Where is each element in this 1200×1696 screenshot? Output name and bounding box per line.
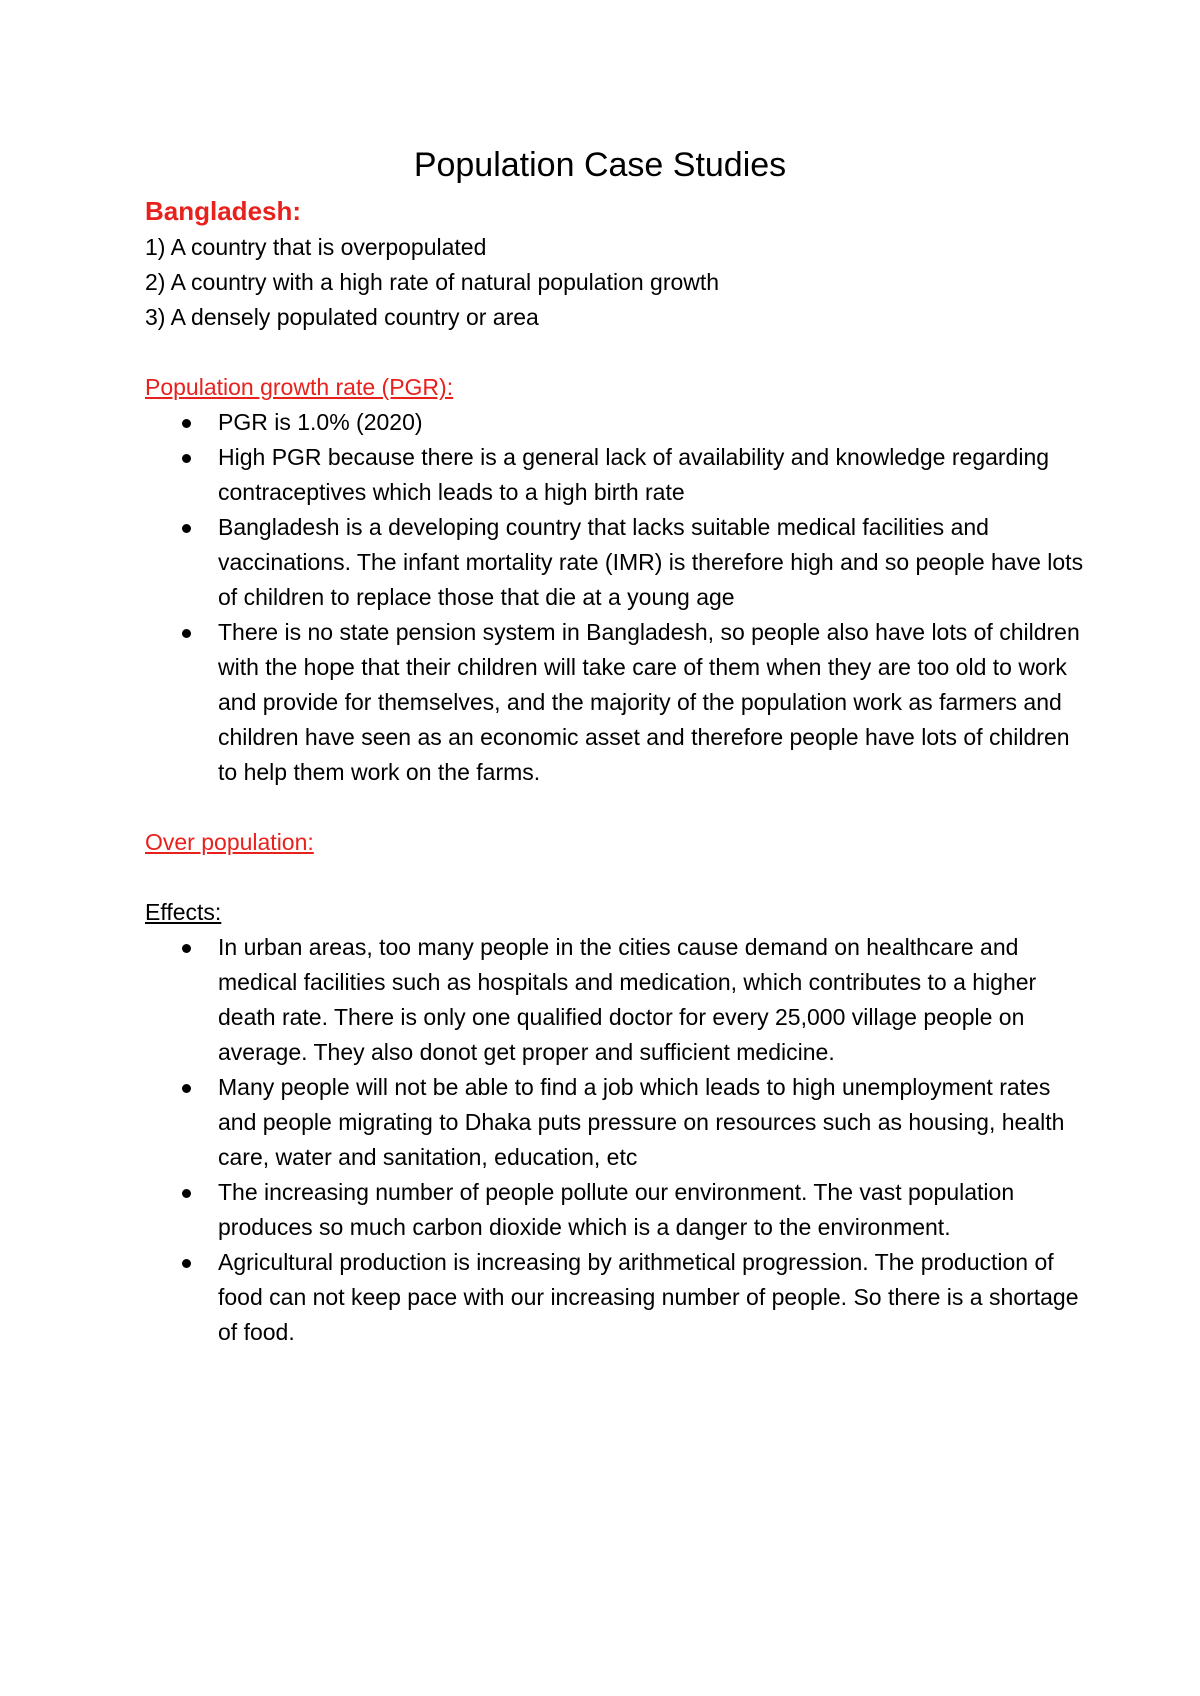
bullet-icon (182, 419, 191, 428)
bullet-text: High PGR because there is a general lack of availability and knowledge regarding contraceptives which leads to a high birth rate (218, 444, 1050, 505)
numbered-item: 2) A country with a high rate of natural population growth (145, 269, 720, 295)
bullet-item (218, 1245, 1085, 1350)
bullet-item (218, 930, 1085, 1070)
bullet-item (218, 1070, 1085, 1175)
bullet-item (218, 615, 1085, 790)
page-title: Population Case Studies (413, 146, 787, 184)
bullet-item (218, 405, 1085, 440)
bullet-text: In urban areas, too many people in the cities cause demand on healthcare and medical facilities such as hospitals and medication, which contributes to a higher death rate. There is only one qualified doctor for every 25,000 village people on average. They also donot get proper and sufficient medicine. (218, 934, 1037, 1065)
bullet-text: There is no state pension system in Bangladesh, so people also have lots of children with the hope that their children will take care of them when they are too old to work and provide for themselves, and the majority of the population work as farmers and children have seen as an economic asset and therefore people have lots of children to help them work on the farms. (218, 619, 1080, 785)
bullet-icon (182, 944, 191, 953)
bullet-text: Agricultural production is increasing by arithmetical progression. The production of food can not keep pace with our increasing number of people. So there is a shortage of food. (218, 1249, 1079, 1345)
bullet-icon (182, 524, 191, 533)
bullet-item (218, 510, 1085, 615)
bullet-icon (182, 629, 191, 638)
numbered-item: 1) A country that is overpopulated (145, 234, 487, 260)
bullet-text: Bangladesh is a developing country that lacks suitable medical facilities and vaccinations. The infant mortality rate (IMR) is therefore high and so people have lots of children to replace those that die at a young age (218, 514, 1084, 610)
pgr-heading: Population growth rate (PGR): (145, 374, 454, 400)
effects-heading: Effects: (145, 899, 222, 925)
numbered-item: 3) A densely populated country or area (145, 304, 539, 330)
bullet-text: PGR is 1.0% (2020) (218, 409, 423, 435)
bullet-item (218, 440, 1085, 510)
country-heading: Bangladesh: (145, 196, 302, 226)
bullet-icon (182, 1084, 191, 1093)
effects-bullet-list (145, 930, 1085, 1350)
overpopulation-heading: Over population: (145, 829, 314, 855)
numbered-list (145, 230, 1085, 335)
bullet-text: Many people will not be able to find a job which leads to high unemployment rates and people migrating to Dhaka puts pressure on resources such as housing, health care, water and sanitation, education, etc (218, 1074, 1065, 1170)
pgr-bullet-list (145, 405, 1085, 790)
bullet-text: The increasing number of people pollute our environment. The vast population produces so much carbon dioxide which is a danger to the environment. (218, 1179, 1015, 1240)
bullet-icon (182, 454, 191, 463)
bullet-icon (182, 1259, 191, 1268)
document-body (145, 192, 1085, 1350)
bullet-icon (182, 1189, 191, 1198)
bullet-item (218, 1175, 1085, 1245)
